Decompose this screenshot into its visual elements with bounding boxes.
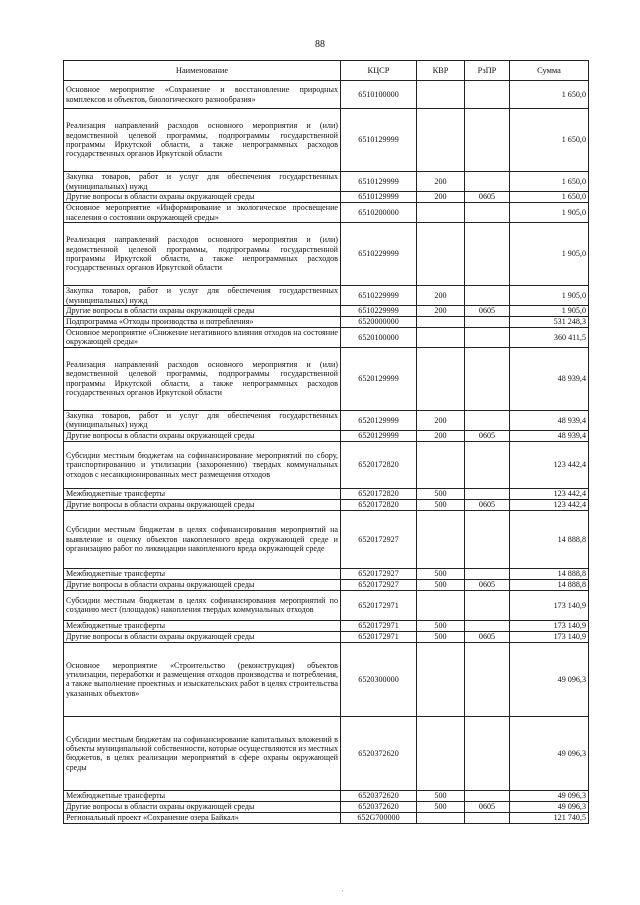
row-name: Основное мероприятие «Сохранение и восстановление природных комплексов и объектов, биологического разнообразия» [64, 81, 341, 109]
row-kvr [417, 812, 465, 823]
row-kcsr: 6520172927 [341, 568, 417, 579]
row-sum: 1 905,0 [510, 223, 589, 286]
row-sum: 360 411,5 [510, 328, 589, 348]
row-rzpr [465, 790, 510, 801]
table-header-row [64, 61, 589, 81]
row-name: Реализация направлений расходов основного мероприятия и (или) ведомственной целевой программы, подпрограммы государственной программы Иркутской области, а также непрограммных расходов государственных органов Иркутской области [64, 223, 341, 286]
row-rzpr [465, 81, 510, 109]
row-kvr: 200 [417, 306, 465, 317]
row-name: Другие вопросы в области охраны окружающей среды [64, 801, 341, 812]
row-name: Межбюджетные трансферты [64, 488, 341, 499]
row-name: Другие вопросы в области охраны окружающей среды [64, 306, 341, 317]
row-sum: 1 650,0 [510, 192, 589, 203]
row-rzpr [465, 488, 510, 499]
row-name: Межбюджетные трансферты [64, 790, 341, 801]
row-name: Основное мероприятие «Строительство (реконструкция) объектов утилизации, переработки и размещения отходов производства и потребления, а также выполнение проектных и изыскательских работ в целях строительства указанных объектов» [64, 642, 341, 716]
table-row [64, 192, 589, 203]
row-rzpr [465, 286, 510, 306]
table-row [64, 488, 589, 499]
row-rzpr [465, 109, 510, 172]
row-kcsr: 6520000000 [341, 317, 417, 328]
row-rzpr: 0605 [465, 579, 510, 590]
row-kcsr: 6510100000 [341, 81, 417, 109]
row-rzpr [465, 410, 510, 430]
row-kcsr: 6520372620 [341, 801, 417, 812]
row-sum: 48 939,4 [510, 410, 589, 430]
table-row [64, 510, 589, 568]
row-kvr: 200 [417, 430, 465, 441]
row-rzpr [465, 203, 510, 223]
row-kcsr: 6510229999 [341, 306, 417, 317]
row-name: Реализация направлений расходов основного мероприятия и (или) ведомственной целевой программы, подпрограммы государственной программы Иркутской области, а также непрограммных расходов государственных органов Иркутской области [64, 109, 341, 172]
table-row [64, 347, 589, 410]
row-kvr [417, 347, 465, 410]
row-sum: 123 442,4 [510, 441, 589, 488]
row-rzpr: 0605 [465, 306, 510, 317]
header-kvr: КВР [417, 61, 465, 81]
row-kcsr: 6510129999 [341, 192, 417, 203]
row-rzpr [465, 590, 510, 620]
row-kvr: 200 [417, 192, 465, 203]
row-rzpr [465, 328, 510, 348]
row-kvr [417, 317, 465, 328]
row-kvr [417, 203, 465, 223]
row-name: Субсидии местным бюджетам на софинансирование мероприятий по сбору, транспортированию и утилизации (захоронению) твердых коммунальных отходов с несанкционированных мест размещения отходов [64, 441, 341, 488]
table-row [64, 631, 589, 642]
row-kvr: 500 [417, 801, 465, 812]
row-kcsr: 6510129999 [341, 172, 417, 192]
row-name: Субсидии местным бюджетам в целях софинансирования мероприятий на выявление и оценку объектов накопленного вреда окружающей среде и организацию работ по ликвидации накопленного вреда окружающей среде [64, 510, 341, 568]
table-row [64, 328, 589, 348]
row-kcsr: 6520372620 [341, 790, 417, 801]
row-name: Межбюджетные трансферты [64, 568, 341, 579]
row-sum: 1 905,0 [510, 286, 589, 306]
row-rzpr [465, 812, 510, 823]
row-sum: 1 905,0 [510, 306, 589, 317]
row-kcsr: 6510229999 [341, 223, 417, 286]
row-name: Реализация направлений расходов основного мероприятия и (или) ведомственной целевой программы, подпрограммы государственной программы Иркутской области, а также непрограммных расходов государственных органов Иркутской области [64, 347, 341, 410]
table-row [64, 172, 589, 192]
table-row [64, 642, 589, 716]
row-kvr [417, 81, 465, 109]
row-sum: 173 140,9 [510, 590, 589, 620]
row-sum: 123 442,4 [510, 499, 589, 510]
table-row [64, 81, 589, 109]
row-name: Другие вопросы в области охраны окружающей среды [64, 430, 341, 441]
table-row [64, 568, 589, 579]
row-kvr: 500 [417, 579, 465, 590]
row-kvr [417, 328, 465, 348]
table-row [64, 499, 589, 510]
row-kvr: 200 [417, 172, 465, 192]
row-sum: 14 888,8 [510, 568, 589, 579]
footer-mark: ' [342, 890, 344, 896]
row-kvr [417, 642, 465, 716]
row-name: Другие вопросы в области охраны окружающей среды [64, 631, 341, 642]
row-name: Основное мероприятие «Информирование и экологическое просвещение населения о состоянии окружающей среды» [64, 203, 341, 223]
row-sum: 121 740,5 [510, 812, 589, 823]
row-kcsr: 6520172927 [341, 579, 417, 590]
row-kcsr: 6520172820 [341, 499, 417, 510]
table-row [64, 223, 589, 286]
row-name: Подпрограмма «Отходы производства и потребления» [64, 317, 341, 328]
row-kvr [417, 441, 465, 488]
row-kcsr: 6510229999 [341, 286, 417, 306]
row-kvr: 200 [417, 286, 465, 306]
table-row [64, 306, 589, 317]
table-row [64, 579, 589, 590]
row-kvr: 500 [417, 499, 465, 510]
row-rzpr: 0605 [465, 801, 510, 812]
row-kcsr: 6520172971 [341, 590, 417, 620]
row-name: Основное мероприятие «Снижение негативного влияния отходов на состояние окружающей среды» [64, 328, 341, 348]
row-sum: 123 442,4 [510, 488, 589, 499]
row-kvr: 500 [417, 620, 465, 631]
row-kcsr: 6520129999 [341, 430, 417, 441]
row-name: Региональный проект «Сохранение озера Байкал» [64, 812, 341, 823]
row-rzpr [465, 568, 510, 579]
row-name: Закупка товаров, работ и услуг для обеспечения государственных (муниципальных) нужд [64, 286, 341, 306]
row-kcsr: 6520172820 [341, 441, 417, 488]
row-kvr [417, 590, 465, 620]
row-rzpr [465, 620, 510, 631]
row-sum: 14 888,8 [510, 510, 589, 568]
row-rzpr: 0605 [465, 192, 510, 203]
row-sum: 1 905,0 [510, 203, 589, 223]
row-kvr: 200 [417, 410, 465, 430]
header-rzpr: РзПР [465, 61, 510, 81]
row-kvr: 500 [417, 488, 465, 499]
table-body [64, 81, 589, 824]
table-row [64, 441, 589, 488]
row-rzpr: 0605 [465, 499, 510, 510]
row-kcsr: 6520129999 [341, 347, 417, 410]
row-kvr [417, 716, 465, 790]
row-sum: 173 140,9 [510, 631, 589, 642]
row-kcsr: 652G700000 [341, 812, 417, 823]
row-kcsr: 6520372620 [341, 716, 417, 790]
table-row [64, 203, 589, 223]
row-rzpr [465, 441, 510, 488]
row-sum: 48 939,4 [510, 430, 589, 441]
table-row [64, 109, 589, 172]
row-kvr [417, 109, 465, 172]
row-name: Другие вопросы в области охраны окружающей среды [64, 499, 341, 510]
row-name: Межбюджетные трансферты [64, 620, 341, 631]
row-kcsr: 6520172971 [341, 620, 417, 631]
row-kcsr: 6520172927 [341, 510, 417, 568]
row-name: Закупка товаров, работ и услуг для обеспечения государственных (муниципальных) нужд [64, 172, 341, 192]
row-name: Закупка товаров, работ и услуг для обеспечения государственных (муниципальных) нужд [64, 410, 341, 430]
row-sum: 173 140,9 [510, 620, 589, 631]
row-kcsr: 6520172820 [341, 488, 417, 499]
row-sum: 14 888,8 [510, 579, 589, 590]
row-kcsr: 6510129999 [341, 109, 417, 172]
row-rzpr [465, 347, 510, 410]
row-kvr: 500 [417, 631, 465, 642]
table-row [64, 620, 589, 631]
header-name: Наименование [64, 61, 341, 81]
row-kvr: 500 [417, 790, 465, 801]
header-kcsr: КЦСР [341, 61, 417, 81]
header-sum: Сумма [510, 61, 589, 81]
row-rzpr [465, 642, 510, 716]
table-row [64, 801, 589, 812]
table-row [64, 812, 589, 823]
table-row [64, 410, 589, 430]
row-sum: 49 096,3 [510, 801, 589, 812]
row-sum: 48 939,4 [510, 347, 589, 410]
row-kcsr: 6520300000 [341, 642, 417, 716]
table-row [64, 790, 589, 801]
table-row [64, 317, 589, 328]
row-rzpr [465, 223, 510, 286]
row-name: Субсидии местным бюджетам на софинансирование капитальных вложений в объекты муниципальной собственности, которые осуществляются из местных бюджетов, в целях реализации мероприятий в сфере охраны окружающей среды [64, 716, 341, 790]
row-rzpr [465, 172, 510, 192]
row-sum: 49 096,3 [510, 716, 589, 790]
row-kcsr: 6520100000 [341, 328, 417, 348]
row-sum: 531 248,3 [510, 317, 589, 328]
table-row [64, 590, 589, 620]
row-kcsr: 6520172971 [341, 631, 417, 642]
table-row [64, 286, 589, 306]
row-sum: 1 650,0 [510, 109, 589, 172]
row-kvr [417, 510, 465, 568]
row-kcsr: 6520129999 [341, 410, 417, 430]
row-rzpr [465, 510, 510, 568]
row-rzpr: 0605 [465, 631, 510, 642]
row-sum: 49 096,3 [510, 642, 589, 716]
row-sum: 1 650,0 [510, 172, 589, 192]
page-number: 88 [315, 39, 325, 50]
row-kcsr: 6510200000 [341, 203, 417, 223]
budget-table [63, 60, 589, 824]
row-sum: 49 096,3 [510, 790, 589, 801]
row-name: Другие вопросы в области охраны окружающей среды [64, 579, 341, 590]
row-kvr: 500 [417, 568, 465, 579]
row-rzpr [465, 716, 510, 790]
table-row [64, 430, 589, 441]
row-name: Субсидии местным бюджетам в целях софинансирования мероприятий по созданию мест (площадок) накопления твердых коммунальных отходов [64, 590, 341, 620]
row-rzpr [465, 317, 510, 328]
row-kvr [417, 223, 465, 286]
row-rzpr: 0605 [465, 430, 510, 441]
row-name: Другие вопросы в области охраны окружающей среды [64, 192, 341, 203]
row-sum: 1 650,0 [510, 81, 589, 109]
table-row [64, 716, 589, 790]
